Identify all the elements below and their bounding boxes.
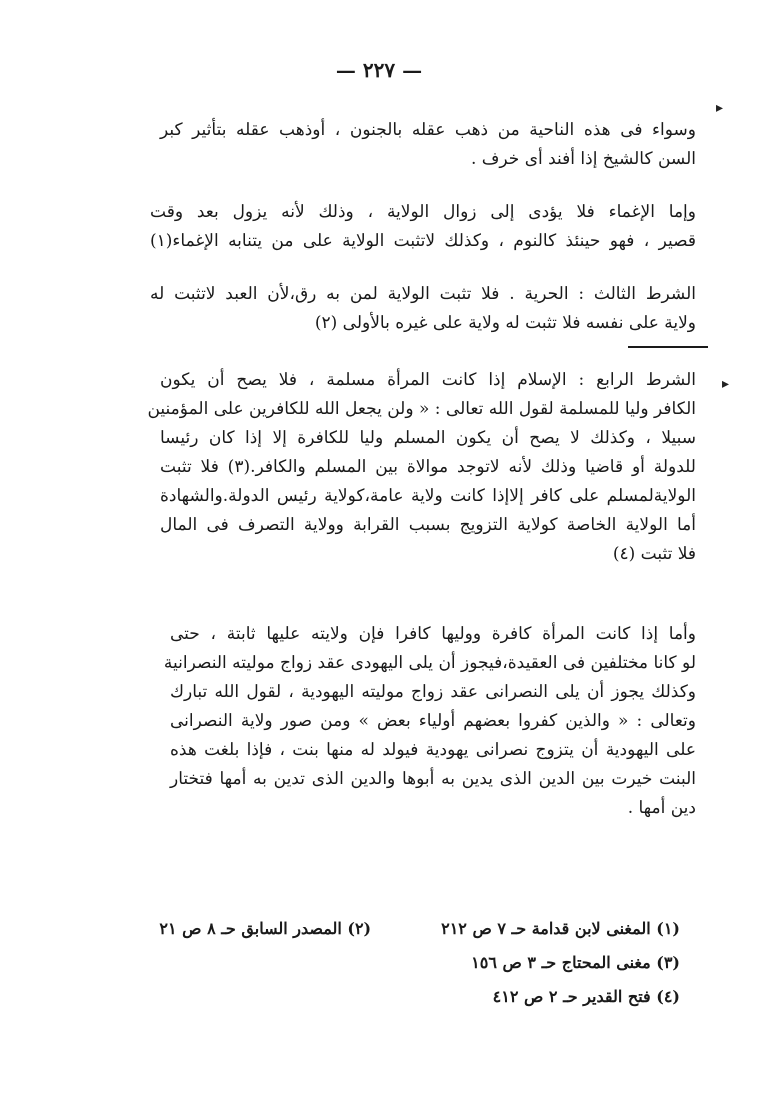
footnote-1: (١) المغنى لابن قدامة حـ ٧ ص ٢١٢: [441, 919, 680, 938]
paragraph-3: [150, 280, 696, 338]
footnote-row: [159, 912, 680, 946]
text-line: وأما إذا كانت المرأة كافرة ووليها كافرا فإن ولايته عليها ثابتة ، حتى: [170, 624, 696, 644]
text-line: لو كانا مختلفين فى العقيدة،فيجوز أن يلى اليهودى عقد زواج موليته النصرانية: [163, 653, 696, 673]
paragraph-4: [147, 366, 696, 569]
paragraph-5: [163, 620, 696, 823]
text-line: وتعالى : « والذين كفروا بعضهم أولياء بعض » ومن صور ولاية النصرانى: [170, 711, 696, 731]
text-line: على اليهودية أن يتزوج نصرانى يهودية فيولد له منها بنت ، فإذا بلغت هذه: [170, 740, 696, 760]
text-line: للدولة أو قاضيا وذلك لأنه لاتوجد موالاة بين المسلم والكافر.(٣) فلا تثبت: [160, 457, 696, 477]
text-line: ولاية على نفسه فلا تثبت له ولاية على غيره بالأولى (٢): [314, 313, 696, 333]
text-line: وسواء فى هذه الناحية من ذهب عقله بالجنون ، أوذهب عقله بتأثير كبر: [160, 120, 696, 140]
footnote-3: (٣) مغنى المحتاج حـ ٣ ص ١٥٦: [471, 953, 680, 972]
footnote-4: (٤) فتح القدير حـ ٢ ص ٤١٢: [492, 987, 680, 1006]
text-line: الشرط الثالث : الحرية . فلا تثبت الولاية لمن به رق،لأن العبد لاتثبت له: [150, 284, 696, 304]
footnote-row: [180, 946, 680, 980]
paragraph-2: [150, 198, 696, 256]
margin-mark: ▸: [722, 376, 730, 392]
text-line: الكافر وليا للمسلمة لقول الله تعالى : « ولن يجعل الله للكافرين على المؤمنين: [147, 399, 696, 419]
text-line: البنت خيرت بين الدين الذى يدين به أبوها والدين الذى تدين به أمها فتختار: [170, 769, 696, 789]
text-line: دين أمها .: [627, 798, 696, 818]
text-line: الولايةلمسلم على كافر إلاإذا كانت ولاية عامة،كولاية رئيس الدولة.والشهادة: [160, 486, 696, 506]
text-line: أما الولاية الخاصة كولاية التزويج بسبب القرابة وولاية التصرف فى المال: [160, 515, 696, 535]
text-line: السن كالشيخ إذا أفند أى خرف .: [470, 149, 696, 169]
footnote-row: [180, 980, 680, 1014]
text-line: وكذلك يجوز أن يلى النصرانى عقد زواج موليته اليهودية ، لقول الله تبارك: [170, 682, 696, 702]
underline-rule: [628, 346, 708, 348]
page-number: — ٢٢٧ —: [335, 58, 423, 82]
text-line: سبيلا ، وكذلك لا يصح أن يكون المسلم وليا للكافرة إلا إذا كان رئيسا: [160, 428, 696, 448]
footnote-2: (٢) المصدر السابق حـ ٨ ص ٢١: [159, 919, 372, 938]
text-line: فلا تثبت (٤): [612, 544, 696, 564]
footnotes: [159, 912, 680, 1014]
paragraph-1: [160, 116, 696, 174]
text-line: الشرط الرابع : الإسلام إذا كانت المرأة مسلمة ، فلا يصح أن يكون: [160, 370, 696, 390]
text-line: وإما الإغماء فلا يؤدى إلى زوال الولاية ، وذلك لأنه يزول بعد وقت: [150, 202, 696, 222]
margin-mark: ▸: [716, 100, 724, 116]
text-line: قصير ، فهو حينئذ كالنوم ، وكذلك لاتثبت الولاية على من يتنابه الإغماء(١): [150, 231, 696, 251]
